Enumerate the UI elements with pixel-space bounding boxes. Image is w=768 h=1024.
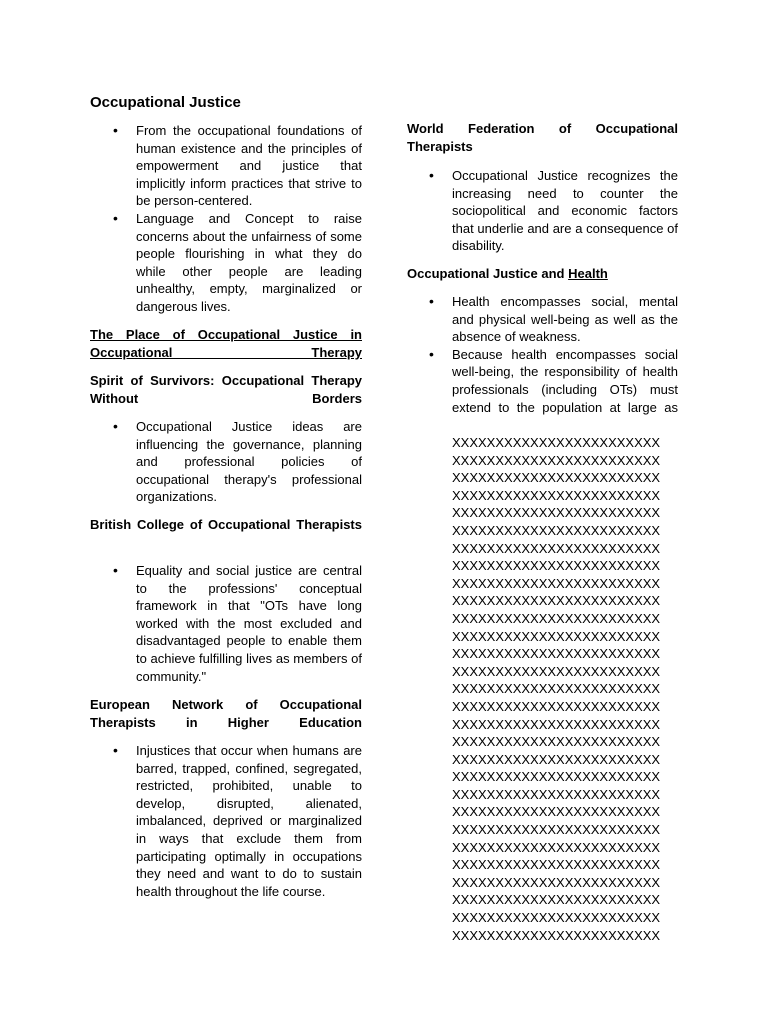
list-item: • Health encompasses social, mental and physical well-being as well as the absence of weakness. [452,293,678,346]
british-bullet-list [136,562,362,685]
page-title: Occupational Justice [90,94,241,111]
section-heading-spirit: Spirit of Survivors: Occupational Therapy Without Borders [90,373,362,406]
health-bullet-list [452,293,678,416]
section-heading-health [407,265,678,283]
list-item: • From the occupational foundations of human existence and the principles of empowerment and justice that implicitly inform practices that strive to be person-centered. [136,122,362,210]
list-item: • Because health encompasses social well-being, the responsibility of health professionals (including OTs) must extend to the population at large as [452,346,678,416]
section-heading-british: British College of Occupational Therapists [90,517,362,532]
european-bullet-list [136,742,362,900]
list-item: • Injustices that occur when humans are barred, trapped, confined, segregated, restricted, prohibited, unable to develop, disrupted, alienated, imbalanced, deprived or marginalized in ways that exclude them from participating optimally in occupations they need and want to do to sustain health throughout the life course. [136,742,362,900]
heading-health-prefix: Occupational Justice and [407,266,569,281]
list-item: • Occupational Justice recognizes the increasing need to counter the sociopolitical and economic factors that underlie and are a consequence of disability. [452,167,678,255]
section-heading-wfot: World Federation of Occupational Therapists [407,121,678,154]
intro-bullet-list [136,122,362,316]
section-heading-place: The Place of Occupational Justice in Occupational Therapy [90,327,362,360]
list-item: • Language and Concept to raise concerns about the unfairness of some people flourishing in what they do while other people are leading unhealthy, empty, marginalized or dangerous lives. [136,210,362,316]
redacted-text-block: XXXXXXXXXXXXXXXXXXXXXXXX XXXXXXXXXXXXXXXXXXXXXXXX XXXXXXXXXXXXXXXXXXXXXXXX XXXXXXXXXXXXXXXXXXXXXXXX XXXXXXXXXXXXXXXXXXXXXXXX XXXXXXXXXXXXXXXXXXXXXXXX XXXXXXXXXXXXXXXXXXXXXXXX XXXXXXXXXXXXXXXXXXXXXXXX XXXXXXXXXXXXXXXXXXXXXXXX XXXXXXXXXXXXXXXXXXXXXXXX XXXXXXXXXXXXXXXXXXXXXXXX XXXXXXXXXXXXXXXXXXXXXXXX XXXXXXXXXXXXXXXXXXXXXXXX XXXXXXXXXXXXXXXXXXXXXXXX XXXXXXXXXXXXXXXXXXXXXXXX XXXXXXXXXXXXXXXXXXXXXXXX XXXXXXXXXXXXXXXXXXXXXXXX XXXXXXXXXXXXXXXXXXXXXXXX XXXXXXXXXXXXXXXXXXXXXXXX XXXXXXXXXXXXXXXXXXXXXXXX XXXXXXXXXXXXXXXXXXXXXXXX XXXXXXXXXXXXXXXXXXXXXXXX XXXXXXXXXXXXXXXXXXXXXXXX XXXXXXXXXXXXXXXXXXXXXXXX XXXXXXXXXXXXXXXXXXXXXXXX XXXXXXXXXXXXXXXXXXXXXXXX XXXXXXXXXXXXXXXXXXXXXXXX XXXXXXXXXXXXXXXXXXXXXXXX XXXXXXXXXXXXXXXXXXXXXXXX [452,435,661,943]
list-item: • Occupational Justice ideas are influencing the governance, planning and professional policies of occupational therapy's professional organizations. [136,418,362,506]
list-item: • Equality and social justice are central to the professions' conceptual framework in that "OTs have long worked with the most excluded and disadvantaged people to enable them to achieve fulfilling lives as members of community." [136,562,362,685]
section-heading-european: European Network of Occupational Therapists in Higher Education [90,697,362,730]
spirit-bullet-list [136,418,362,506]
wfot-bullet-list [452,167,678,255]
heading-health-word: Health [568,266,608,281]
